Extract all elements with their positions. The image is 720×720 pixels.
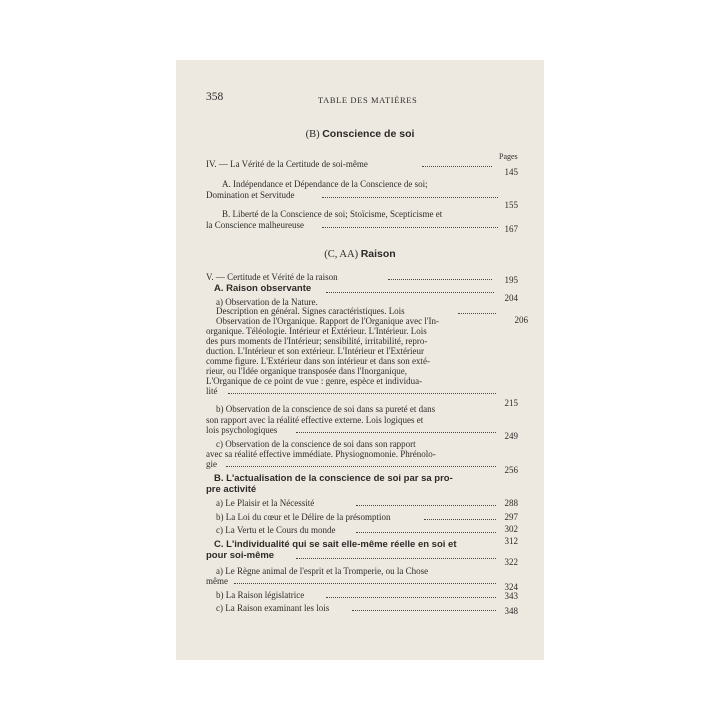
toc-entry-line: la Conscience malheureuse [206, 220, 304, 230]
dot-leader [422, 166, 492, 167]
page-ref: 204 [504, 293, 518, 303]
dot-leader [424, 519, 496, 520]
page-ref: 322 [504, 557, 518, 567]
toc-entry-line: Domination et Servitude [206, 190, 295, 200]
toc-entry-chapter-iv: IV. — La Vérité de la Certitude de soi-même [206, 159, 368, 169]
toc-entry-line: avec sa réalité effective immédiate. Physiognomonie. Phrénolo- [206, 449, 436, 459]
page-ref: 348 [504, 606, 518, 616]
section-b-heading [176, 128, 544, 140]
page-ref: 249 [504, 431, 518, 441]
toc-entry-line: gie [206, 459, 217, 469]
toc-entry-line: a) Le Plaisir et la Nécessité [216, 498, 315, 508]
dot-leader [356, 505, 496, 506]
part-b-title: B. L'actualisation de la conscience de soi par sa pro- [214, 473, 453, 484]
toc-entry-line: Description en général. Signes caractéristiques. Lois [216, 306, 405, 316]
toc-entry-line: son rapport avec la réalité effective externe. Lois logiques et [206, 415, 424, 425]
toc-entry-line: Observation de l'Organique. Rapport de l'Organique avec l'In- [216, 316, 439, 326]
toc-entry-line: b) Observation de la conscience de soi dans sa pureté et dans [216, 404, 436, 414]
dot-leader [388, 279, 492, 280]
toc-entry-chapter-v: V. — Certitude et Vérité de la raison [206, 272, 338, 282]
toc-entry-line: B. Liberté de la Conscience de soi; Stoïcisme, Scepticisme et [222, 209, 443, 219]
toc-entry-line: L'Organique de ce point de vue : genre, espèce et individua- [206, 376, 423, 386]
page-ref: 206 [514, 315, 528, 325]
toc-entry-line: rieur, ou l'Idée organique transposée dans l'Inorganique, [206, 366, 407, 376]
toc-entry-line: c) La Raison examinant les lois [216, 603, 330, 613]
page-ref: 343 [504, 591, 518, 601]
toc-entry-line: b) La Loi du cœur et le Délire de la présomption [216, 512, 391, 522]
dot-leader [352, 610, 496, 611]
section-b-title: Conscience de soi [322, 128, 415, 140]
dot-leader [326, 597, 496, 598]
page-ref: 215 [504, 398, 518, 408]
page-number: 358 [206, 91, 224, 103]
toc-entry-line: des purs moments de l'Intérieur; sensibilité, irritabilité, repro- [206, 336, 428, 346]
toc-entry-line: A. Indépendance et Dépendance de la Conscience de soi; [222, 179, 428, 189]
page-ref: 297 [504, 512, 518, 522]
page-ref: 324 [504, 582, 518, 592]
section-c-prefix: (C, AA) [324, 249, 359, 260]
page-ref: 312 [504, 536, 518, 546]
dot-leader [296, 432, 496, 433]
dot-leader [226, 466, 496, 467]
page-ref: 167 [504, 224, 518, 234]
dot-leader [322, 227, 498, 228]
dot-leader [228, 393, 496, 394]
toc-entry-line: lité [206, 386, 218, 396]
section-c-title: Raison [360, 248, 396, 260]
part-c-title-cont: pour soi-même [206, 550, 275, 561]
toc-entry-line: comme figure. L'Extérieur dans son intérieur et dans son exté- [206, 356, 431, 366]
toc-entry-line: lois psychologiques [206, 425, 278, 435]
pages-label: Pages [499, 152, 518, 161]
page-ref: 155 [504, 200, 518, 210]
section-c-heading [176, 248, 544, 260]
dot-leader [296, 558, 496, 559]
dot-leader [356, 532, 496, 533]
dot-leader [322, 197, 498, 198]
dot-leader [326, 292, 494, 293]
toc-entry-line: organique. Téléologie. Intérieur et Extérieur. L'Intérieur. Lois [206, 326, 427, 336]
running-title: TABLE DES MATIÈRES [318, 95, 418, 105]
dot-leader [234, 583, 496, 584]
part-b-title-cont: pre activité [206, 484, 257, 495]
page-ref: 145 [504, 167, 518, 177]
book-page [176, 60, 544, 660]
toc-entry-line: même [206, 576, 228, 586]
toc-entry-line: c) La Vertu et le Cours du monde [216, 525, 336, 535]
section-b-prefix: (B) [305, 129, 320, 140]
page-ref: 256 [504, 465, 518, 475]
page-ref: 195 [504, 275, 518, 285]
toc-entry-line: a) Observation de la Nature. [216, 297, 318, 307]
part-a-title: A. Raison observante [214, 283, 312, 294]
part-c-title: C. L'individualité qui se sait elle-même réelle en soi et [214, 539, 457, 550]
toc-entry-line: a) Le Règne animal de l'esprit et la Tromperie, ou la Chose [216, 566, 429, 576]
dot-leader [458, 313, 496, 314]
page-ref: 302 [504, 524, 518, 534]
toc-entry-line: c) Observation de la conscience de soi dans son rapport [216, 439, 416, 449]
page-ref: 288 [504, 498, 518, 508]
toc-entry-line: b) La Raison législatrice [216, 590, 305, 600]
toc-entry-line: duction. L'Intérieur et son extérieur. L'Intérieur et l'Extérieur [206, 346, 425, 356]
